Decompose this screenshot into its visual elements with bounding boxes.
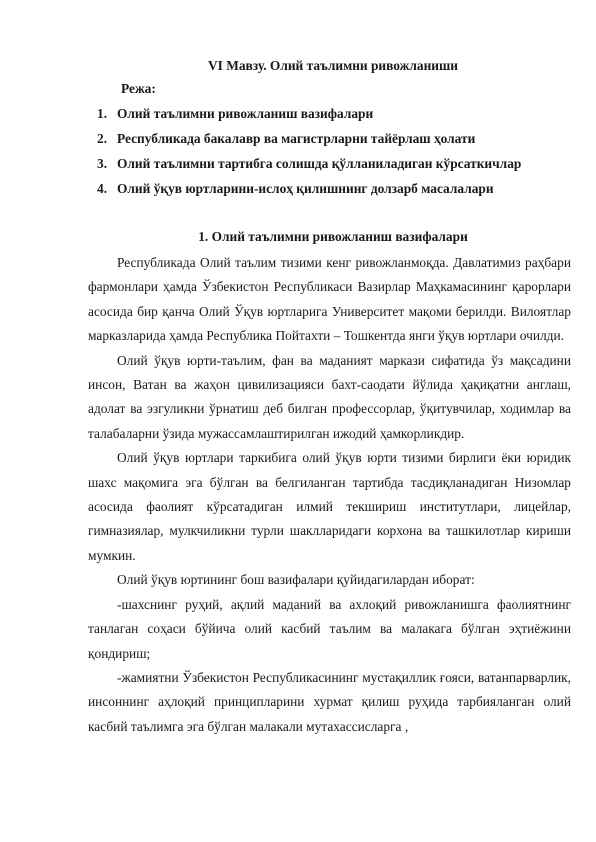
plan-label: Режа: <box>121 81 156 96</box>
plan-item-text: Республикада бакалавр ва магистрларни тайёрлаш ҳолати <box>117 131 476 146</box>
page-title: VI Мавзу. Олий таълимни ривожланиши <box>207 58 459 73</box>
paragraph: Олий ўқув юртининг бош вазифалари қуйидагилардан иборат: <box>117 572 475 588</box>
plan-item <box>97 130 521 155</box>
body-text <box>88 251 571 739</box>
plan-item-number: 4. <box>97 181 108 196</box>
plan-item-number: 2. <box>97 131 108 146</box>
plan-item <box>97 105 521 130</box>
plan-item-text: Олий ўқув юртларини-ислоҳ қилишнинг долзарб масалалари <box>117 181 494 196</box>
paragraph: Олий ўқув юрти-таълим, фан ва маданият маркази сифатида ўз мақсадини инсон, Ватан ва жаҳон цивилизацияси бахт-саодати йўлида ҳақиқатни англаш, адолат ва эзгуликни ўрнатиш деб билган профессорлар, ўқитувчилар, ходимлар ва талабаларни ўзида мужассамлаштирилган ижодий ҳамкорликдир. <box>88 352 571 441</box>
paragraph: Республикада Олий таълим тизими кенг ривожланмоқда. Давлатимиз раҳбари фармонлари ҳамда Ўзбекистон Республикаси Вазирлар Маҳкамасининг қарорлари асосида бир қанча Олий Ўқув юртларига Университет мақоми берилди. Вилоятлар марказларида ҳамда Республика Пойтахти – Тошкентда янги ўқув юртлари очилди. <box>88 255 571 344</box>
plan-item-number: 3. <box>97 156 108 171</box>
plan-item-text: Олий таълимни тартибга солишда қўлланиладиган кўрсаткичлар <box>117 156 522 171</box>
plan-item-text: Олий таълимни ривожланиш вазифалари <box>117 106 374 121</box>
plan-list <box>97 105 521 205</box>
section-heading: 1. Олий таълимни ривожланиш вазифалари <box>198 229 468 244</box>
plan-item <box>97 180 521 205</box>
plan-item-number: 1. <box>97 106 108 121</box>
paragraph: -шахснинг руҳий, ақлий маданий ва ахлоқий ривожланишга фаолиятнинг танлаган соҳаси бўйича олий касбий таълим ва малакага бўлган эҳтиёжини қондириш; <box>88 596 571 661</box>
paragraph: Олий ўқув юртлари таркибига олий ўқув юрти тизими бирлиги ёки юридик шахс мақомига эга бўлган ва белгиланган тартибда тасдиқланадиган Низомлар асосида фаолият кўрсатадиган илмий текшириш институтлари, лицейлар, гимназиялар, мулкчиликни турли шаклларидаги корхона ва ташкилотлар кириши мумкин. <box>88 450 571 563</box>
paragraph: -жамиятни Ўзбекистон Республикасининг мустақиллик ғояси, ватанпарварлик, инсоннинг аҳлоқий принципларини хурмат қилиш руҳида тарбияланган олий касбий таълимга эга бўлган малакали мутахассисларга , <box>88 669 571 734</box>
plan-item <box>97 155 521 180</box>
